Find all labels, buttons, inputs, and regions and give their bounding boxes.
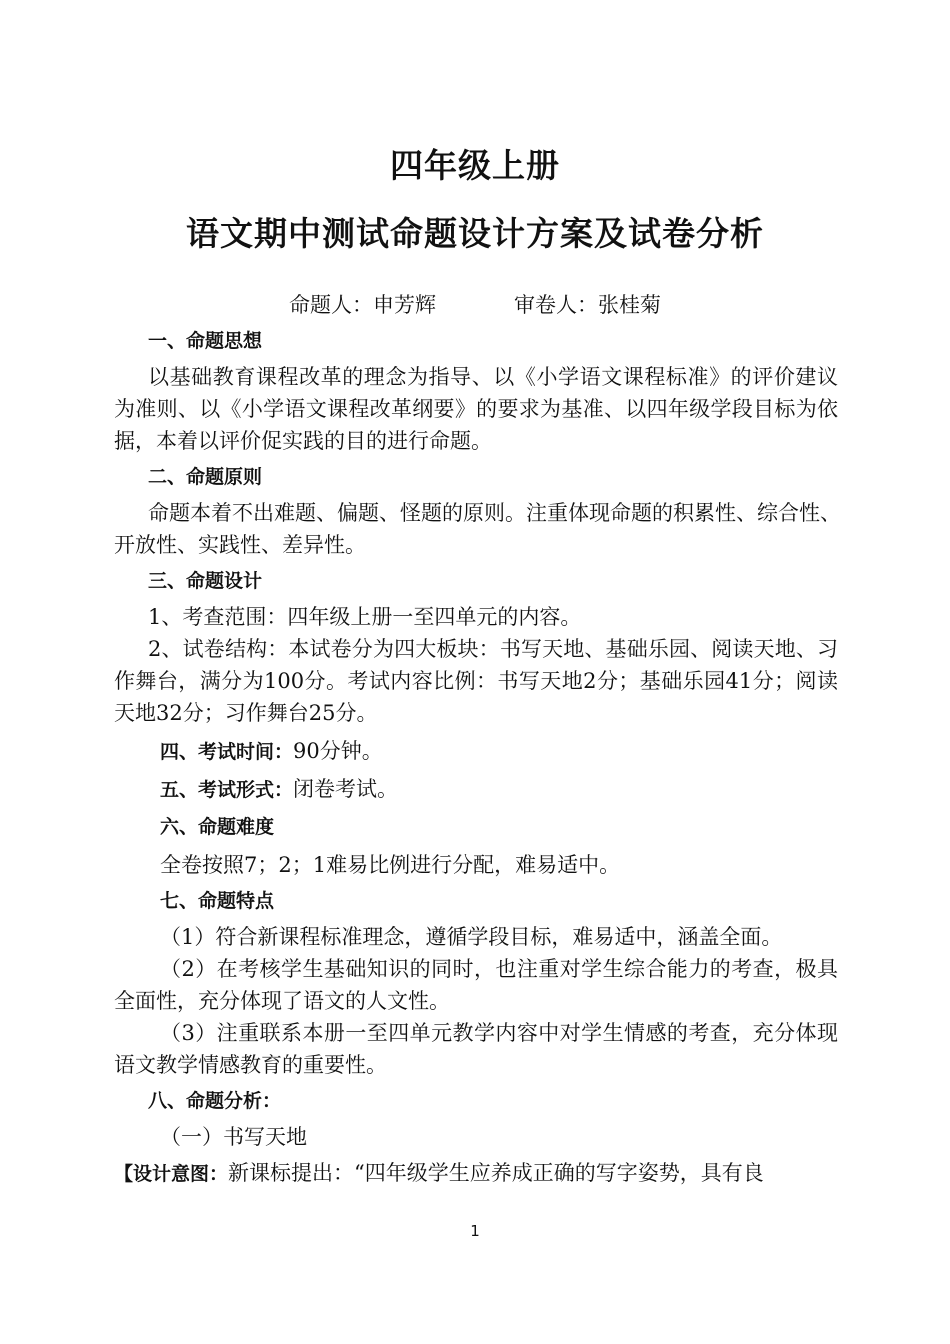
title-line-2: 语文期中测试命题设计方案及试卷分析 bbox=[186, 214, 764, 253]
section-heading-3: 三、命题设计 bbox=[148, 570, 263, 592]
section-heading-7: 七、命题特点 bbox=[160, 890, 275, 912]
paragraph-line: 1、考查范围：四年级上册一至四单元的内容。 bbox=[148, 605, 582, 629]
design-intent-label: 【设计意图： bbox=[114, 1163, 229, 1185]
reviewer-label: 审卷人：张桂菊 bbox=[514, 293, 661, 317]
exam-time-value: 90分钟。 bbox=[293, 739, 383, 763]
section-heading-8: 八、命题分析： bbox=[148, 1090, 282, 1112]
paragraph-line: 为准则、以《小学语文课程改革纲要》的要求为基准、以四年级学段目标为依 bbox=[114, 397, 838, 421]
design-intent-text: 新课标提出：“四年级学生应养成正确的写字姿势，具有良 bbox=[228, 1161, 764, 1185]
paragraph-line: （2）在考核学生基础知识的同时，也注重对学生综合能力的考查，极具 bbox=[160, 957, 838, 981]
paragraph-line: 全面性，充分体现了语文的人文性。 bbox=[114, 989, 450, 1013]
subsection-heading: （一）书写天地 bbox=[160, 1125, 307, 1149]
paragraph-line: 作舞台，满分为100分。考试内容比例：书写天地2分；基础乐园41分；阅读 bbox=[114, 669, 838, 693]
paragraph-line: （1）符合新课程标准理念，遵循学段目标，难易适中，涵盖全面。 bbox=[160, 925, 783, 949]
paragraph-line: 2、试卷结构：本试卷分为四大板块：书写天地、基础乐园、阅读天地、习 bbox=[148, 637, 838, 661]
paragraph-line: 全卷按照7；2；1难易比例进行分配，难易适中。 bbox=[160, 853, 621, 877]
section-heading-5: 五、考试形式： bbox=[160, 779, 294, 801]
paragraph-line: 语文教学情感教育的重要性。 bbox=[114, 1053, 387, 1077]
paragraph-line: 开放性、实践性、差异性。 bbox=[114, 533, 366, 557]
paragraph-line: 命题本着不出难题、偏题、怪题的原则。注重体现命题的积累性、综合性、 bbox=[148, 501, 841, 525]
paragraph-line: 天地32分；习作舞台25分。 bbox=[114, 701, 378, 725]
section-heading-2: 二、命题原则 bbox=[148, 466, 263, 488]
page-number: 1 bbox=[470, 1222, 480, 1240]
author-label: 命题人：申芳辉 bbox=[289, 293, 436, 317]
exam-form-value: 闭卷考试。 bbox=[293, 777, 399, 801]
section-heading-1: 一、命题思想 bbox=[148, 330, 263, 352]
paragraph-line: 以基础教育课程改革的理念为指导、以《小学语文课程标准》的评价建议 bbox=[148, 365, 838, 389]
section-5-line bbox=[114, 773, 838, 805]
section-heading-6: 六、命题难度 bbox=[160, 816, 275, 838]
section-4-line bbox=[114, 735, 838, 767]
author-line bbox=[0, 289, 950, 319]
paragraph-line: 据，本着以评价促实践的目的进行命题。 bbox=[114, 429, 492, 453]
section-heading-4: 四、考试时间： bbox=[160, 741, 294, 763]
title-line-1: 四年级上册 bbox=[390, 146, 560, 185]
design-intent-line bbox=[114, 1157, 838, 1189]
paragraph-line: （3）注重联系本册一至四单元教学内容中对学生情感的考查，充分体现 bbox=[160, 1021, 838, 1045]
document-body bbox=[114, 325, 841, 1189]
